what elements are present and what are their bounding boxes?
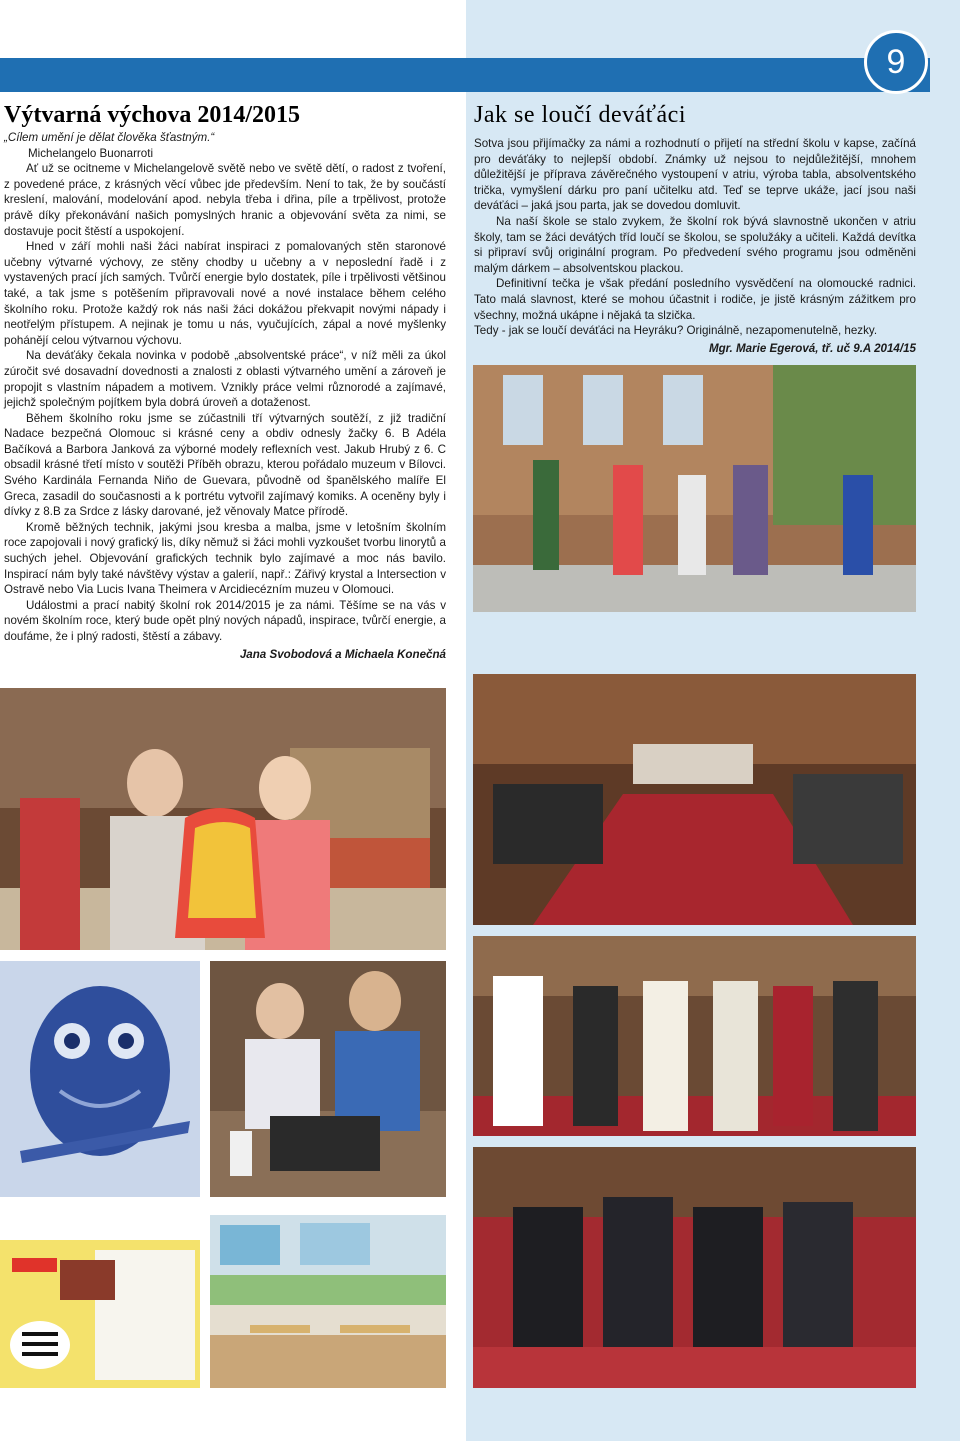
page-number-badge: 9 bbox=[864, 30, 928, 94]
paragraph: Sotva jsou přijímačky za námi a rozhodnutí o přijetí na střední školu v kapse, začíná pro deváťáky to nejlepší období. Známky už nejsou to nejdůležitější, mnohem důležitější je příprava závěrečného vystoupení v atriu, výroba tabla, absolventského trička, vymyšlení dárku pro paní učitelku atd. Teď se teprve ukáže, jací jsou naši deváťáci – jaká jsou parta, jak se dovedou domluvit. bbox=[474, 137, 916, 213]
photo-handing-certificates bbox=[473, 936, 916, 1136]
article-signature: Jana Svobodová a Michaela Konečná bbox=[239, 647, 446, 661]
closing-line: Tedy - jak se loučí deváťáci na Heyráku? Originálně, nezapomenutelně, hezky. bbox=[474, 324, 878, 338]
photo-town-hall-ceremony bbox=[473, 674, 916, 925]
quote-author: Michelangelo Buonarroti bbox=[28, 146, 154, 160]
paragraph: Na naší škole se stalo zvykem, že školní rok bývá slavnostně ukončen v atriu školy, tam se žáci devátých tříd loučí se školou, se spolužáky a učiteli. Každá devítka si připraví svůj originální program. Po předvedení svého programu jsou odměněni malým dárkem – absolventskou plackou. bbox=[474, 214, 916, 275]
art-article bbox=[4, 100, 446, 662]
paragraph: Hned v září mohli naši žáci nabírat inspiraci z pomalovaných stěn staronové učebny výtvarné výchovy, ze stěny chodby u učebny a v neposlední řadě i z vystavených prací jích samých. Tvůrčí energie bylo dostatek, píle i trpělivosti většinou také, a tak jsme s potěšením připravovali nové a nové instalace během celého školního roku. Protože každý rok nás naši žáci dokážou překvapit novými nápady i neotřelým přístupem. A nejinak je tomu u nás, vyučujících, zápal a nové myšlenky pohánějí celou výtvarnou výchovu. bbox=[4, 240, 446, 347]
header-bar bbox=[0, 58, 930, 92]
paragraph: Definitivní tečka je však předání posledního vysvědčení na olomoucké radnici. Tato malá slavnost, které se mohou účastnit i rodiče, je jistě krásným zážitkem pro všechny, možná ukápne i nějaká ta slzička. bbox=[474, 277, 916, 322]
photo-art-classroom bbox=[210, 1215, 446, 1388]
graduates-article bbox=[474, 100, 916, 356]
paragraph: Událostmi a prací nabitý školní rok 2014/2015 je za námi. Těšíme se na vás v novém školním roce, který bude opět plný nových nápadů, inspirace, tvůrčí energie, a doufáme, že i plný radosti, štěstí a zábavy. bbox=[4, 598, 446, 643]
paragraph: Na deváťáky čekala novinka v podobě „absolventské práce“, v níž měli za úkol zúročit své dosavadní dovednosti a znalosti z oblasti výtvarného umění a zároveň je propojit s vlastním nápadem a motivem. Vznikly práce velmi různorodé a zajímavé, jejichž společným pojítkem byla dobrá úroveň a dotaženost. bbox=[4, 349, 446, 410]
photo-seated-graduates bbox=[473, 1147, 916, 1388]
article-signature: Mgr. Marie Egerová, tř. uč 9.A 2014/15 bbox=[708, 341, 916, 355]
photo-owl-print bbox=[0, 961, 200, 1197]
photo-diploma bbox=[0, 1240, 200, 1388]
paragraph: Ať už se ocitneme v Michelangelově světě nebo ve světě dětí, o radost z tvoření, z povedené práce, z krásných věcí vůbec jde především. Není to tak, že by součástí kreslení, malování, modelování apod. nebyla třeba i dřina, píle a trpělivost, protože právě díky překonávání našich pomyslných hranic a objevování světa za nimi, se dostavuje pocit štěstí a uspokojení. bbox=[4, 162, 446, 238]
photo-girls-with-artwork bbox=[0, 688, 446, 950]
quote: „Cílem umění je dělat člověka šťastným.“ bbox=[4, 131, 215, 144]
photo-printmaking bbox=[210, 961, 446, 1197]
article-title: Jak se loučí deváťáci bbox=[474, 102, 687, 128]
photo-atrium-performance bbox=[473, 365, 916, 612]
paragraph: Kromě běžných technik, jakými jsou kresba a malba, jsme v letošním školním roce zapojovali i nový grafický lis, díky němuž si žáci mohli vyzkoušet tvorbu linorytů a suchých jehel. Objevování grafických technik bylo zajímavé a moc nás bavilo. Inspirací nám byly také návštěvy výstav a galerií, např.: Zářivý krystal a Intersection v Ostravě nebo Via Lucis Ivana Theimera v Arcidiecézním muzeu v Olomouci. bbox=[4, 520, 446, 597]
article-title: Výtvarná výchova 2014/2015 bbox=[4, 102, 300, 128]
paragraph: Během školního roku jsme se zúčastnili tří výtvarných soutěží, z již tradiční Nadace bezpečná Olomouc si krásné ceny a obdiv odnesly žačky 6. B Adéla Bačíková a Barbora Janková za výborné modely reflexních vest. Jakub Hrubý z 6. C obsadil krásné třetí místo v soutěži Příběh obrazu, kterou pořádalo muzeum v Bílovci. Svého Kardinála Fernanda Niňo de Guevara, původně od španělského malíře El Greca, zasadil do současnosti a k portrétu vytvořil zajímavý komiks. A oceněny byly i dívky z 8.B za Srdce z lásky darované, jež věnovaly Matce přírodě. bbox=[4, 411, 446, 519]
